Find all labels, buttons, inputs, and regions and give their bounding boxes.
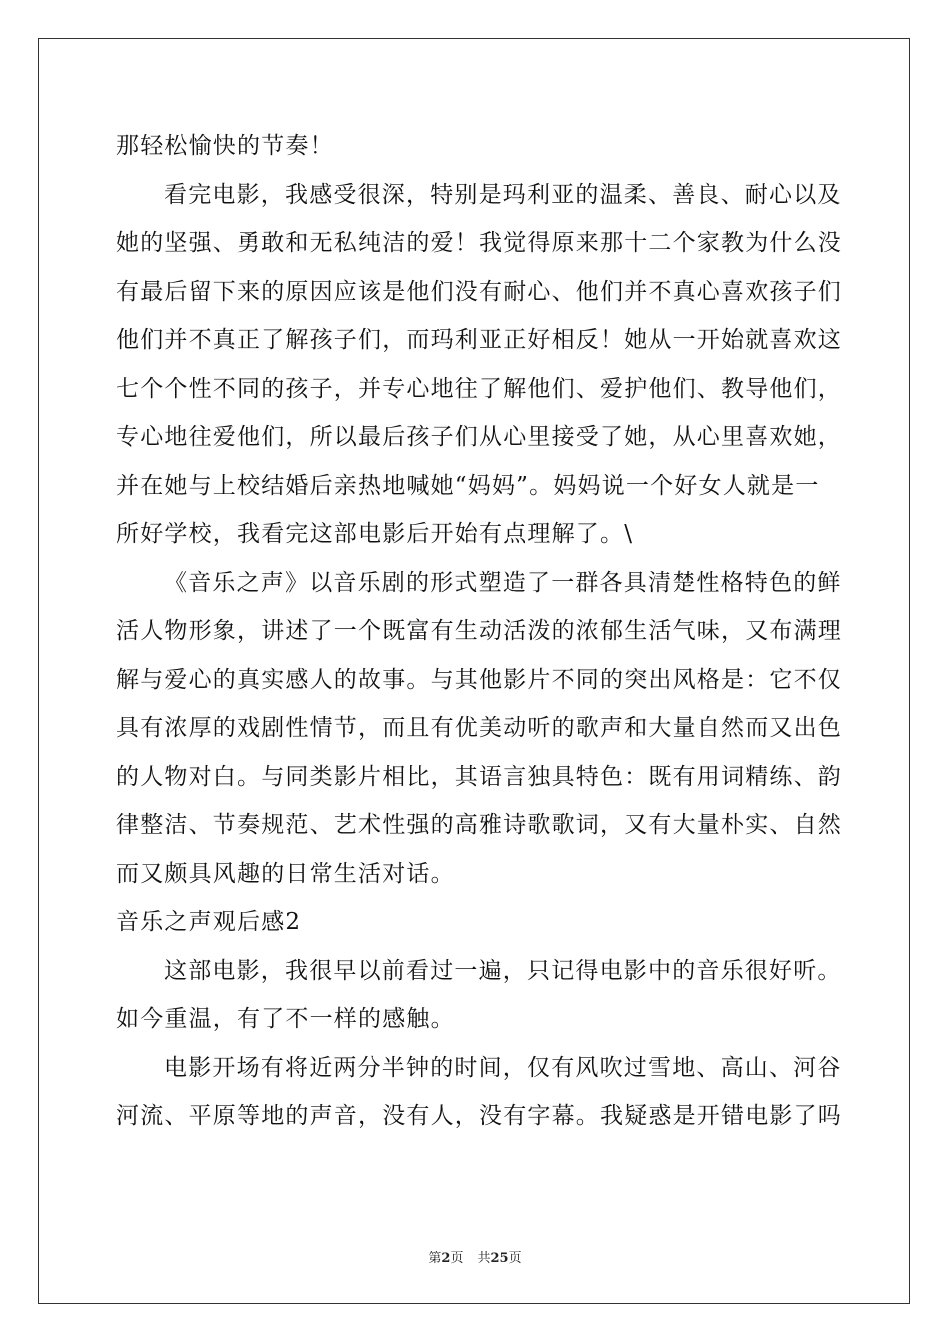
total-suffix: 页 xyxy=(508,1251,522,1266)
page-footer xyxy=(0,1247,950,1266)
document-body xyxy=(116,122,842,1141)
paragraph-line: 具有浓厚的戏剧性情节，而且有优美动听的歌声和大量自然而又出色 xyxy=(116,715,842,741)
paragraph-line: 那轻松愉快的节奏！ xyxy=(116,133,334,159)
paragraph-line: 河流、平原等地的声音，没有人，没有字幕。我疑惑是开错电影了吗 xyxy=(116,1103,842,1129)
paragraph-line: 律整洁、节奏规范、艺术性强的高雅诗歌歌词，又有大量朴实、自然 xyxy=(116,812,842,838)
paragraph-line: 《音乐之声》以音乐剧的形式塑造了一群各具清楚性格特色的鲜 xyxy=(164,569,842,596)
total-prefix: 共 xyxy=(477,1251,491,1266)
paragraph-line: 她的坚强、勇敢和无私纯洁的爱！我觉得原来那十二个家教为什么没 xyxy=(116,230,842,256)
paragraph-line: 专心地往爱他们，所以最后孩子们从心里接受了她，从心里喜欢她， xyxy=(116,424,842,450)
paragraph-line: 的人物对白。与同类影片相比，其语言独具特色：既有用词精练、韵 xyxy=(116,763,842,790)
page-prefix: 第 xyxy=(428,1251,442,1266)
paragraph-line: 有最后留下来的原因应该是他们没有耐心、他们并不真心喜欢孩子们 xyxy=(116,278,842,305)
page-number: 2 xyxy=(441,1251,451,1266)
paragraph-line: 他们并不真正了解孩子们，而玛利亚正好相反！她从一开始就喜欢这 xyxy=(116,327,842,353)
paragraph-line: 电影开场有将近两分半钟的时间，仅有风吹过雪地、高山、河谷 xyxy=(164,1054,842,1081)
paragraph-line: 而又颇具风趣的日常生活对话。 xyxy=(116,860,455,887)
page-total: 25 xyxy=(490,1251,509,1266)
paragraph-line: 看完电影，我感受很深，特别是玛利亚的温柔、善良、耐心以及 xyxy=(164,181,842,208)
paragraph-line: 如今重温，有了不一样的感触。 xyxy=(116,1006,455,1032)
paragraph-line: 并在她与上校结婚后亲热地喊她“妈妈”。妈妈说一个好女人就是一 xyxy=(116,472,820,499)
paragraph-line: 这部电影，我很早以前看过一遍，只记得电影中的音乐很好听。 xyxy=(164,957,842,984)
paragraph-line: 活人物形象，讲述了一个既富有生动活泼的浓郁生活气味，又布满理 xyxy=(116,618,842,644)
paragraph-line: 解与爱心的真实感人的故事。与其他影片不同的突出风格是：它不仅 xyxy=(116,666,842,693)
paragraph-line: 所好学校，我看完这部电影后开始有点理解了。\ xyxy=(116,521,634,547)
section-heading: 音乐之声观后感2 xyxy=(116,909,302,935)
paragraph-line: 七个个性不同的孩子，并专心地往了解他们、爱护他们、教导他们， xyxy=(116,375,842,402)
page-suffix: 页 xyxy=(450,1251,464,1266)
